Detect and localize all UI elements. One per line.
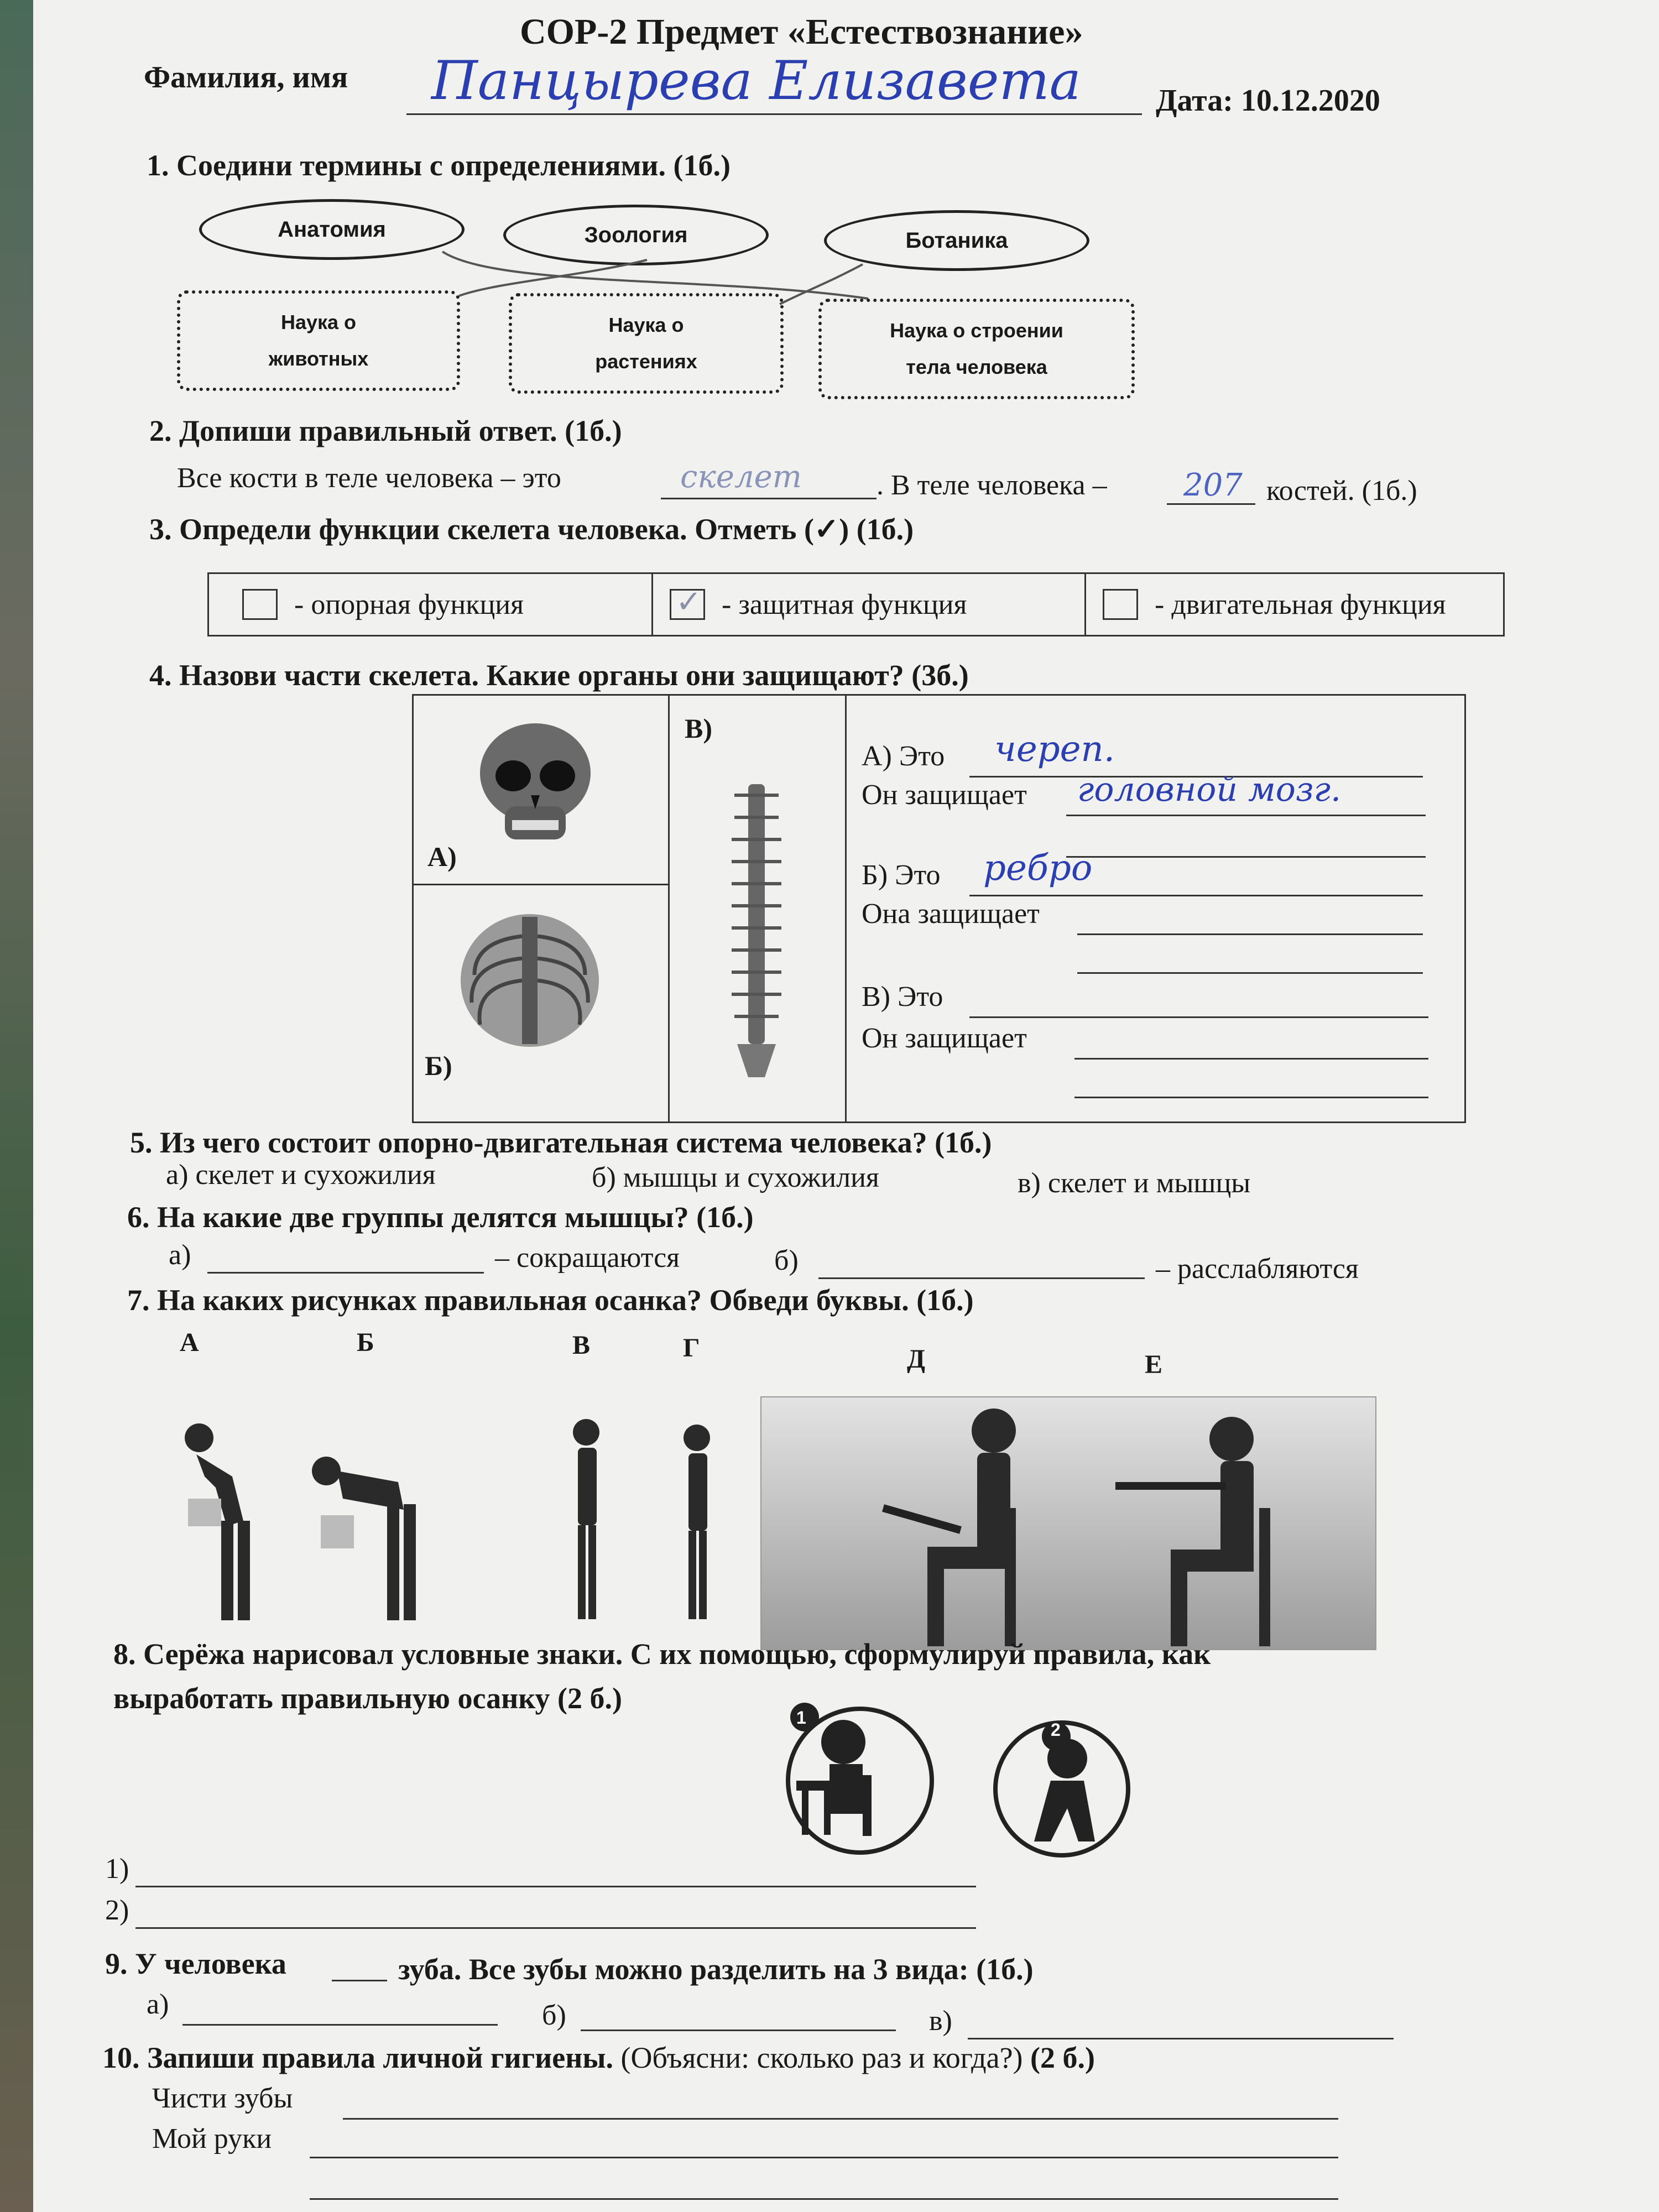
q4-b-line: [969, 895, 1423, 896]
q5-option-v[interactable]: в) скелет и мышцы: [1018, 1167, 1251, 1199]
q4-b-protects: Она защищает: [862, 898, 1040, 930]
q4-v-extra-line: [1074, 1097, 1428, 1098]
q4-v-protects: Он защищает: [862, 1022, 1027, 1054]
name-handwritten: Панцырева Елизавета: [431, 50, 1081, 112]
q2-text-3: костей. (1б.): [1266, 475, 1417, 507]
date-label: Дата: 10.12.2020: [1156, 84, 1380, 118]
label-a: А): [427, 841, 457, 872]
q5-option-b[interactable]: б) мышцы и сухожилия: [592, 1162, 879, 1193]
q6-a-label: а): [169, 1239, 191, 1271]
q7-letter-g[interactable]: Г: [683, 1333, 700, 1363]
q8-title-line2: выработать правильную осанку (2 б.): [113, 1682, 623, 1715]
q8-answer-1-line[interactable]: [135, 1886, 976, 1887]
q8-answer-2-label: 2): [105, 1895, 129, 1926]
q4-b-this: Б) Это: [862, 859, 941, 891]
q6-a-suffix: – сокращаются: [495, 1242, 680, 1274]
q7-letter-d[interactable]: Д: [907, 1344, 926, 1374]
q1-title: 1. Соедини термины с определениями. (1б.): [147, 149, 731, 182]
q4-b-answer: ребро: [983, 848, 1093, 889]
q5-option-a[interactable]: а) скелет и сухожилия: [166, 1159, 436, 1191]
q10-extra-line[interactable]: [310, 2198, 1338, 2200]
q10-row-wash-hands: Мой руки: [152, 2123, 272, 2154]
q9-title-post: зуба. Все зубы можно разделить на 3 вида: (1б.): [398, 1953, 1034, 1986]
skull-image: [469, 718, 602, 851]
q4-b-protects-line: [1077, 933, 1423, 935]
q9-a-blank[interactable]: [182, 2024, 498, 2026]
q8-title-line1: 8. Серёжа нарисовал условные знаки. С их помощью, сформулируй правила, как: [113, 1637, 1211, 1671]
q2-blank-1: [661, 498, 877, 499]
q5-title: 5. Из чего состоит опорно-двигательная система человека? (1б.): [130, 1126, 992, 1159]
q10-wash-hands-line[interactable]: [310, 2157, 1338, 2158]
q4-v-line: [969, 1016, 1428, 1018]
q2-answer-2: 207: [1183, 467, 1243, 503]
q10-brush-teeth-line[interactable]: [343, 2118, 1338, 2120]
q4-title: 4. Назови части скелета. Какие органы они защищают? (3б.): [149, 659, 969, 692]
q3-options-box: [207, 572, 1505, 637]
q10-title: 10. Запиши правила личной гигиены. (Объясни: сколько раз и когда?) (2 б.): [102, 2041, 1095, 2074]
option-supporting[interactable]: - опорная функция: [209, 574, 653, 635]
q4-a-this: А) Это: [862, 740, 945, 772]
q9-b-blank[interactable]: [581, 2030, 896, 2031]
q2-answer-1: скелет: [680, 459, 802, 495]
option-protective[interactable]: ✓ - защитная функция: [653, 574, 1086, 635]
ribcage-image: [452, 909, 607, 1052]
q10-row-brush-teeth: Чисти зубы: [152, 2083, 293, 2114]
term-oval-botany: Ботаника: [824, 210, 1089, 271]
q9-v-label: в): [929, 2005, 952, 2037]
q6-b-blank[interactable]: [818, 1277, 1145, 1279]
q7-letter-v[interactable]: В: [572, 1331, 591, 1360]
definition-box-plants: Наука о растениях: [509, 293, 784, 394]
q4-a-extra-line: [1066, 856, 1426, 858]
q7-letter-e[interactable]: Е: [1145, 1350, 1163, 1379]
label-b: Б): [425, 1050, 452, 1081]
q4-table: [412, 694, 1466, 1123]
q9-a-label: а): [147, 1989, 169, 2020]
q9-teeth-blank[interactable]: [332, 1980, 387, 1981]
page-title: СОР-2 Предмет «Естествознание»: [520, 12, 1083, 52]
q6-b-label: б): [774, 1245, 799, 1276]
posture-figures-sitting: [761, 1397, 1375, 1649]
q4-b-extra-line: [1077, 972, 1423, 974]
option-motor[interactable]: - двигательная функция: [1086, 574, 1503, 635]
q2-title: 2. Допиши правильный ответ. (1б.): [149, 414, 622, 447]
q7-letter-b[interactable]: Б: [357, 1328, 374, 1357]
q4-a-answer: череп.: [994, 729, 1115, 770]
definition-box-animals: Наука о животных: [177, 290, 460, 391]
label-v: В): [685, 713, 712, 744]
q9-title-pre: 9. У человека: [105, 1947, 286, 1980]
q7-title: 7. На каких рисунках правильная осанка? Обведи буквы. (1б.): [127, 1284, 974, 1317]
posture-signs: [785, 1692, 1183, 1869]
q6-title: 6. На какие две группы делятся мышцы? (1б.): [127, 1201, 754, 1234]
checkbox-protective[interactable]: ✓: [670, 589, 705, 620]
definition-box-human-body: Наука о строении тела человека: [818, 299, 1135, 399]
term-oval-anatomy: Анатомия: [199, 199, 465, 260]
q2-text-1: Все кости в теле человека – это: [177, 462, 561, 494]
q6-b-suffix: – расслабляются: [1156, 1253, 1359, 1285]
sign-2-number: 2: [1051, 1720, 1061, 1740]
posture-sitting-image: [760, 1396, 1376, 1650]
q8-answer-1-label: 1): [105, 1853, 129, 1885]
term-oval-zoology: Зоология: [503, 205, 769, 265]
q7-letter-a[interactable]: А: [180, 1328, 199, 1357]
q4-v-protects-line: [1074, 1058, 1428, 1060]
q9-v-blank[interactable]: [968, 2038, 1394, 2039]
q6-a-blank[interactable]: [207, 1272, 484, 1274]
name-label: Фамилия, имя: [144, 60, 348, 95]
q8-answer-2-line[interactable]: [135, 1927, 976, 1929]
posture-figures-standing: [166, 1416, 747, 1637]
q4-v-this: В) Это: [862, 981, 943, 1013]
q2-blank-2: [1167, 503, 1255, 505]
q4-a-protects-answer: головной мозг.: [1077, 770, 1342, 809]
q2-text-2: . В теле человека –: [877, 469, 1107, 501]
q3-title: 3. Определи функции скелета человека. Отметь (✓) (1б.): [149, 513, 914, 546]
q4-a-protects-line: [1066, 815, 1426, 816]
q9-b-label: б): [542, 2000, 566, 2031]
sign-1-number: 1: [796, 1708, 806, 1728]
spine-image: [723, 784, 790, 1083]
q4-a-protects: Он защищает: [862, 779, 1027, 811]
checkbox-motor[interactable]: [1103, 589, 1138, 620]
checkbox-supporting[interactable]: [242, 589, 278, 620]
